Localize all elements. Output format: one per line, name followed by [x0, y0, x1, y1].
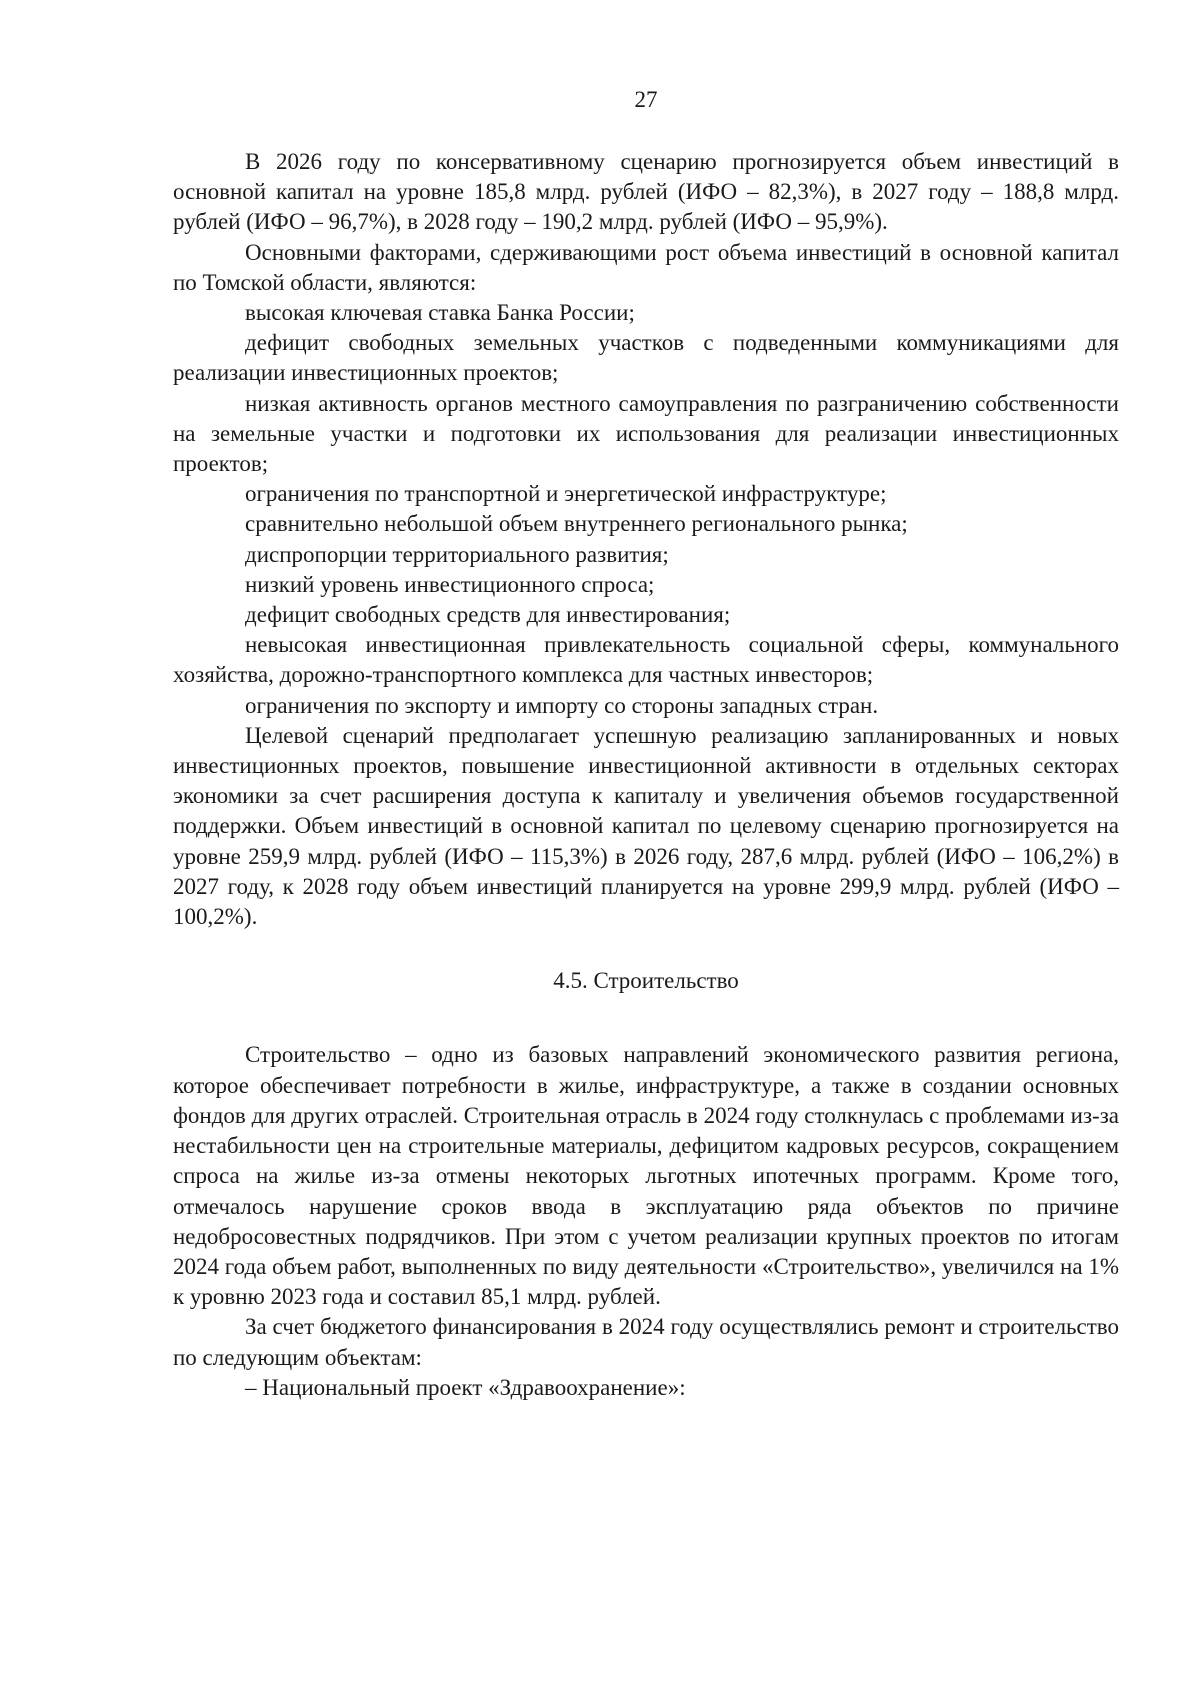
factor-item: высокая ключевая ставка Банка России;: [245, 300, 635, 326]
factor-item: ограничения по транспортной и энергетической инфраструктуре;: [245, 481, 887, 507]
factor-item: низкая активность органов местного самоуправления по разграничению собственности на земельные участки и подготовки их использования для реализации инвестиционных проектов;: [173, 390, 1119, 477]
section-heading: 4.5. Строительство: [553, 968, 739, 994]
factor-item: ограничения по экспорту и импорту со стороны западных стран.: [245, 692, 879, 718]
factor-item: дефицит свободных земельных участков с подведенными коммуникациями для реализации инвестиционных проектов;: [173, 330, 1119, 386]
factor-item: диспропорции территориального развития;: [245, 541, 669, 567]
factor-item: невысокая инвестиционная привлекательность социальной сферы, коммунального хозяйства, дорожно-транспортного комплекса для частных инвесторов;: [173, 632, 1119, 688]
paragraph-conservative-scenario: В 2026 году по консервативному сценарию прогнозируется объем инвестиций в основной капитал на уровне 185,8 млрд. рублей (ИФО – 82,3%), в 2027 году – 188,8 млрд. рублей (ИФО – 96,7%), в 2028 году – 190,2 млрд. рублей (ИФО – 95,9%).: [173, 149, 1119, 235]
paragraph-construction: Строительство – одно из базовых направлений экономического развития региона, которое обеспечивает потребности в жилье, инфраструктуре, а также в создании основных фондов для других отраслей. Строительная отрасль в 2024 году столкнулась с проблемами из-за нестабильности цен на строительные материалы, дефицитом кадровых ресурсов, сокращением спроса на жилье из-за отмены некоторых льготных ипотечных программ. Кроме того, отмечалось нарушение сроков ввода в эксплуатацию ряда объектов по причине недобросовестных подрядчиков. При этом с учетом реализации крупных проектов по итогам 2024 года объем работ, выполненных по виду деятельности «Строительство», увеличился на 1% к уровню 2023 года и составил 85,1 млрд. рублей.: [173, 1042, 1119, 1310]
page-number: 27: [634, 87, 658, 112]
paragraph-budget-financing: За счет бюджетого финансирования в 2024 году осуществлялись ремонт и строительство по следующим объектам:: [173, 1314, 1119, 1370]
list-item-national-project: – Национальный проект «Здравоохранение»:: [245, 1374, 686, 1400]
factor-item: дефицит свободных средств для инвестирования;: [245, 602, 731, 628]
factor-item: низкий уровень инвестиционного спроса;: [245, 571, 655, 597]
paragraph-factors-intro: Основными факторами, сдерживающими рост объема инвестиций в основной капитал по Томской области, являются:: [173, 239, 1119, 295]
paragraph-target-scenario: Целевой сценарий предполагает успешную реализацию запланированных и новых инвестиционных проектов, повышение инвестиционной активности в отдельных секторах экономики за счет расширения доступа к капиталу и увеличения объемов государственной поддержки. Объем инвестиций в основной капитал по целевому сценарию прогнозируется на уровне 259,9 млрд. рублей (ИФО – 115,3%) в 2026 году, 287,6 млрд. рублей (ИФО – 106,2%) в 2027 году, к 2028 году объем инвестиций планируется на уровне 299,9 млрд. рублей (ИФО – 100,2%).: [173, 722, 1119, 930]
body-text: [173, 147, 1119, 1403]
factor-item: сравнительно небольшой объем внутреннего регионального рынка;: [245, 511, 908, 537]
